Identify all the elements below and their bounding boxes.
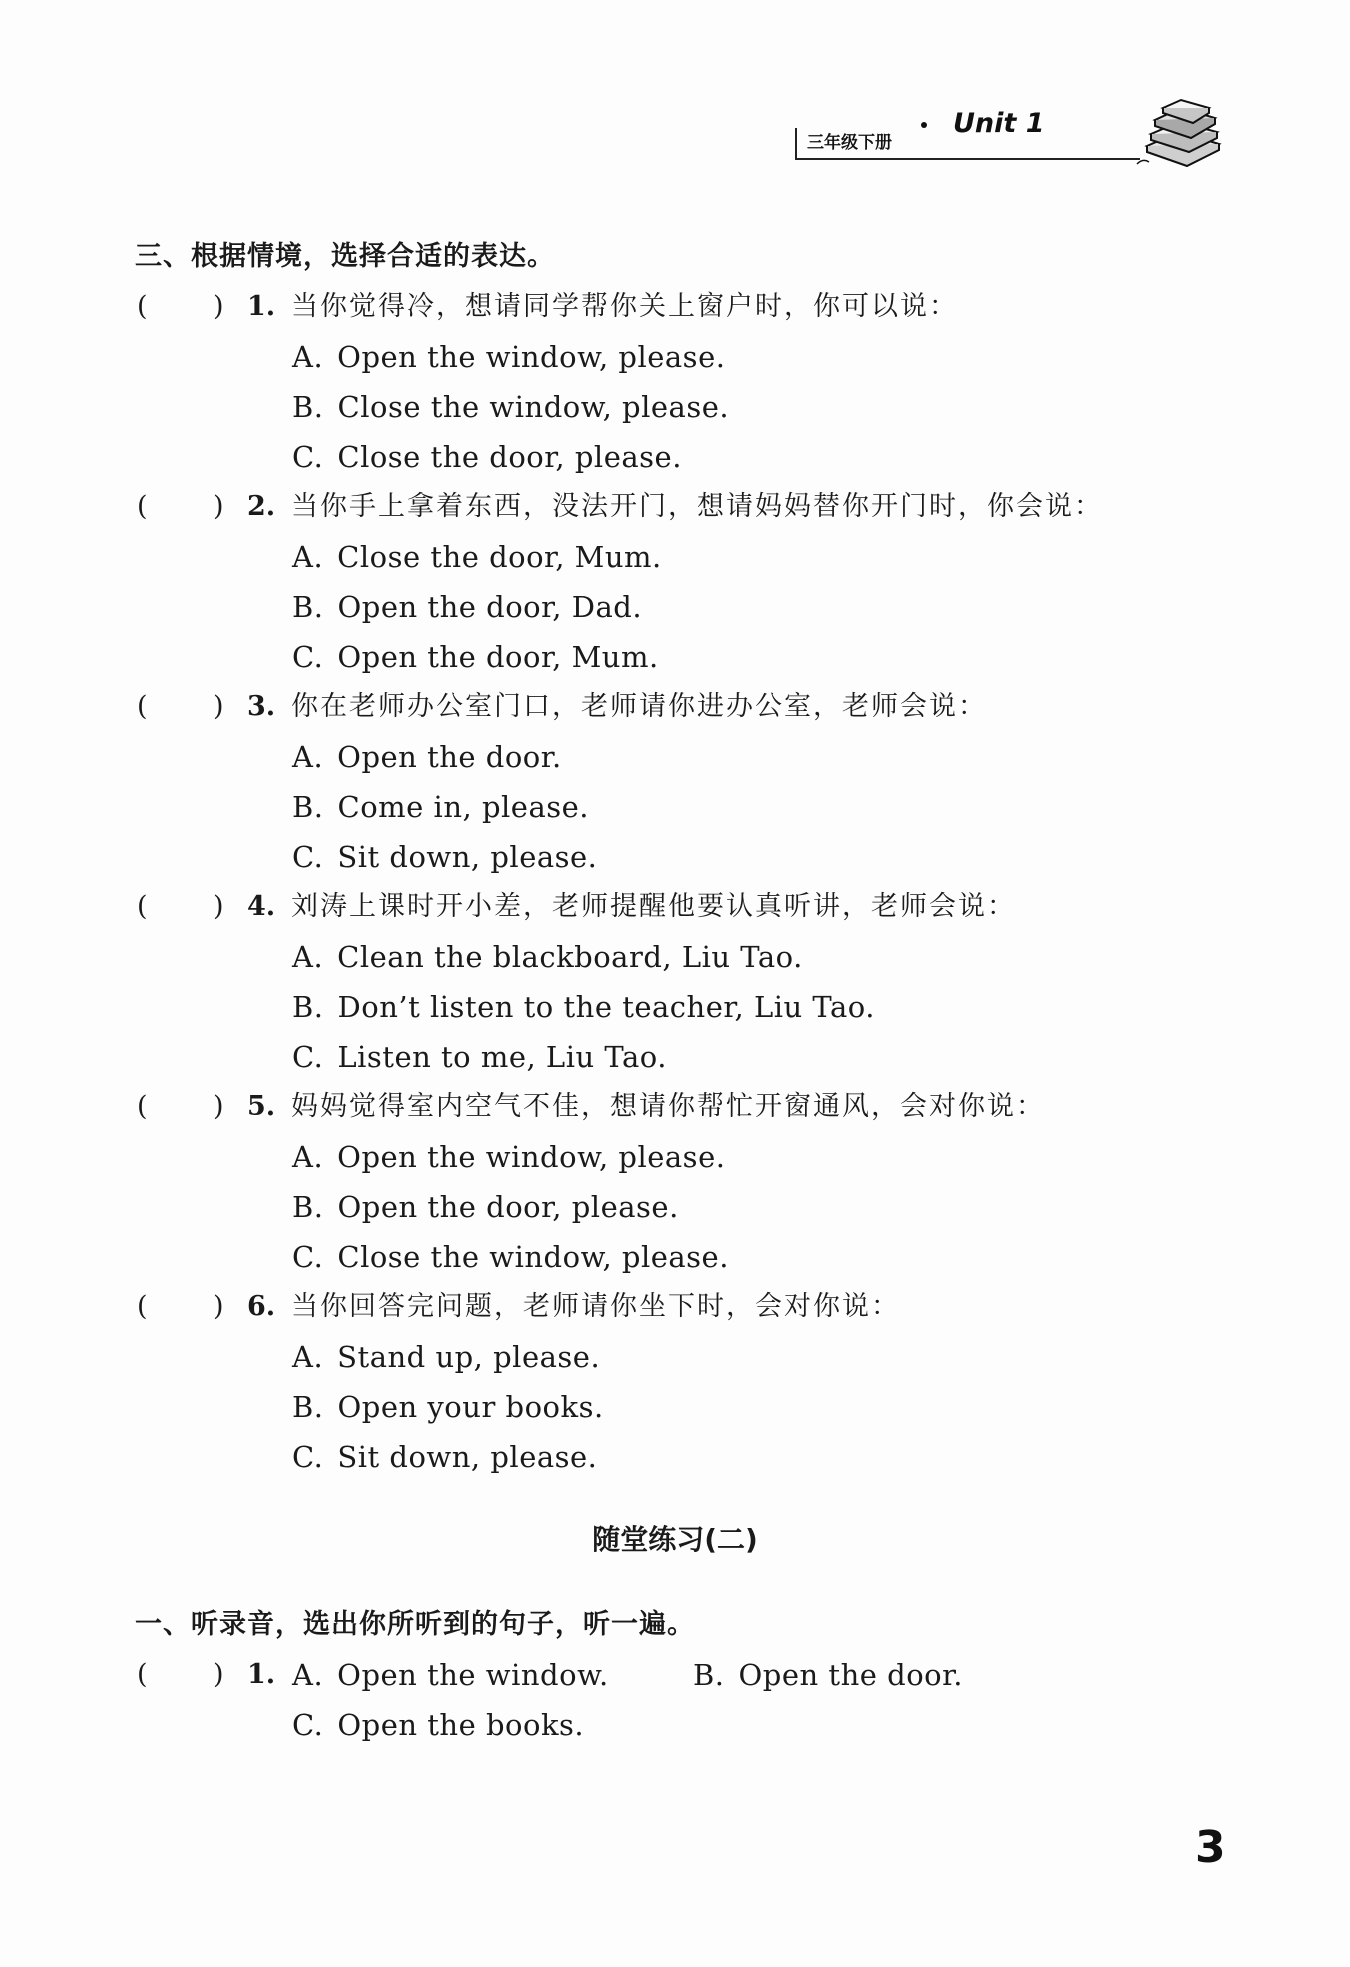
option-text: Close the door, please.: [337, 440, 682, 474]
option-c: [135, 1032, 1215, 1082]
option-text: Open the door.: [337, 740, 562, 774]
question-number: 3.: [247, 691, 276, 722]
option-c: [135, 1700, 1215, 1750]
question-prompt: 当你回答完问题，老师请你坐下时，会对你说：: [291, 1291, 900, 1322]
question-prompt: 你在老师办公室门口，老师请你进办公室，老师会说：: [291, 691, 987, 722]
answer-paren-close: ): [213, 691, 224, 722]
answer-paren-close: ): [213, 1291, 224, 1322]
option-text: Close the window, please.: [337, 1240, 729, 1274]
question-2: [135, 482, 1215, 532]
option-b: [135, 1382, 1215, 1432]
answer-paren-open: (: [137, 491, 148, 522]
option-letter: A.: [292, 1140, 324, 1174]
option-letter: A.: [292, 1658, 324, 1692]
option-b: [693, 1650, 963, 1700]
option-letter: B.: [292, 990, 324, 1024]
option-c: [135, 432, 1215, 482]
option-letter: A.: [292, 740, 324, 774]
question-prompt: 当你觉得冷，想请同学帮你关上窗户时，你可以说：: [291, 291, 958, 322]
option-letter: C.: [292, 840, 324, 874]
question-number: 6.: [247, 1291, 276, 1322]
option-a: [135, 1132, 1215, 1182]
option-b: [135, 1182, 1215, 1232]
option-text: Open the door.: [738, 1658, 964, 1692]
option-letter: B.: [292, 390, 324, 424]
question-prompt: 妈妈觉得室内空气不佳，想请你帮忙开窗通风，会对你说：: [291, 1091, 1045, 1122]
question-5: [135, 1082, 1215, 1132]
option-letter: C.: [292, 1708, 324, 1742]
option-letter: C.: [292, 1240, 324, 1274]
option-a: [135, 932, 1215, 982]
option-text: Listen to me, Liu Tao.: [337, 1040, 667, 1074]
question-number: 1.: [247, 1659, 276, 1690]
option-letter: B.: [292, 1190, 324, 1224]
option-text: Don’t listen to the teacher, Liu Tao.: [337, 990, 875, 1024]
question-number: 2.: [247, 491, 276, 522]
option-a: [135, 732, 1215, 782]
option-letter: B.: [292, 790, 324, 824]
option-a: [135, 1332, 1215, 1382]
option-text: Open your books.: [337, 1390, 604, 1424]
option-letter: A.: [292, 940, 324, 974]
option-text: Open the window.: [337, 1658, 609, 1692]
page-number: 3: [1195, 1822, 1226, 1873]
header-rule: [795, 158, 1140, 160]
option-text: Sit down, please.: [337, 1440, 598, 1474]
answer-paren-open: (: [137, 1659, 148, 1690]
option-b: [135, 782, 1215, 832]
option-c: [135, 832, 1215, 882]
answer-paren-open: (: [137, 891, 148, 922]
question-prompt: 刘涛上课时开小差，老师提醒他要认真听讲，老师会说：: [291, 891, 1016, 922]
option-a: [135, 332, 1215, 382]
answer-paren-close: ): [213, 491, 224, 522]
option-text: Open the door, Mum.: [337, 640, 659, 674]
header-dot: [921, 122, 927, 128]
answer-paren-open: (: [137, 1291, 148, 1322]
option-a: [292, 1650, 609, 1700]
worksheet-content: [135, 232, 1215, 1750]
question-number: 4.: [247, 891, 276, 922]
answer-paren-close: ): [213, 1091, 224, 1122]
section-3-title: 三、根据情境，选择合适的表达。: [135, 241, 555, 272]
answer-paren-open: (: [137, 291, 148, 322]
option-text: Open the door, Dad.: [337, 590, 643, 624]
books-stack-icon: [1135, 98, 1225, 168]
answer-paren-close: ): [213, 291, 224, 322]
question-number: 5.: [247, 1091, 276, 1122]
option-c: [135, 632, 1215, 682]
question-1: [135, 282, 1215, 332]
option-a: [135, 532, 1215, 582]
page-header: [795, 98, 1225, 168]
question-6: [135, 1282, 1215, 1332]
option-letter: B.: [292, 590, 324, 624]
option-letter: C.: [292, 440, 324, 474]
question-prompt: 当你手上拿着东西，没法开门，想请妈妈替你开门时，你会说：: [291, 491, 1103, 522]
option-letter: A.: [292, 540, 324, 574]
option-c: [135, 1232, 1215, 1282]
practice-2-title: 随堂练习(二): [592, 1523, 758, 1556]
listening-question-1: [135, 1650, 1215, 1700]
option-text: Open the books.: [337, 1708, 585, 1742]
option-text: Open the door, please.: [337, 1190, 679, 1224]
question-number: 1.: [247, 291, 276, 322]
answer-paren-close: ): [213, 1659, 224, 1690]
grade-label: 三年级下册: [795, 128, 906, 160]
option-b: [135, 382, 1215, 432]
answer-paren-open: (: [137, 691, 148, 722]
option-letter: B.: [292, 1390, 324, 1424]
option-text: Sit down, please.: [337, 840, 598, 874]
option-text: Come in, please.: [337, 790, 590, 824]
option-text: Close the door, Mum.: [337, 540, 662, 574]
option-text: Open the window, please.: [337, 1140, 726, 1174]
option-letter: C.: [292, 1040, 324, 1074]
option-c: [135, 1432, 1215, 1482]
option-letter: C.: [292, 1440, 324, 1474]
option-text: Open the window, please.: [337, 340, 726, 374]
option-letter: B.: [693, 1658, 725, 1692]
question-4: [135, 882, 1215, 932]
option-text: Stand up, please.: [337, 1340, 601, 1374]
option-letter: A.: [292, 1340, 324, 1374]
option-b: [135, 582, 1215, 632]
question-3: [135, 682, 1215, 732]
section-1-title: 一、听录音，选出你所听到的句子，听一遍。: [135, 1609, 695, 1640]
option-b: [135, 982, 1215, 1032]
answer-paren-open: (: [137, 1091, 148, 1122]
answer-paren-close: ): [213, 891, 224, 922]
option-text: Clean the blackboard, Liu Tao.: [337, 940, 803, 974]
option-letter: A.: [292, 340, 324, 374]
option-letter: C.: [292, 640, 324, 674]
option-text: Close the window, please.: [337, 390, 730, 424]
unit-label: Unit 1: [953, 108, 1045, 139]
